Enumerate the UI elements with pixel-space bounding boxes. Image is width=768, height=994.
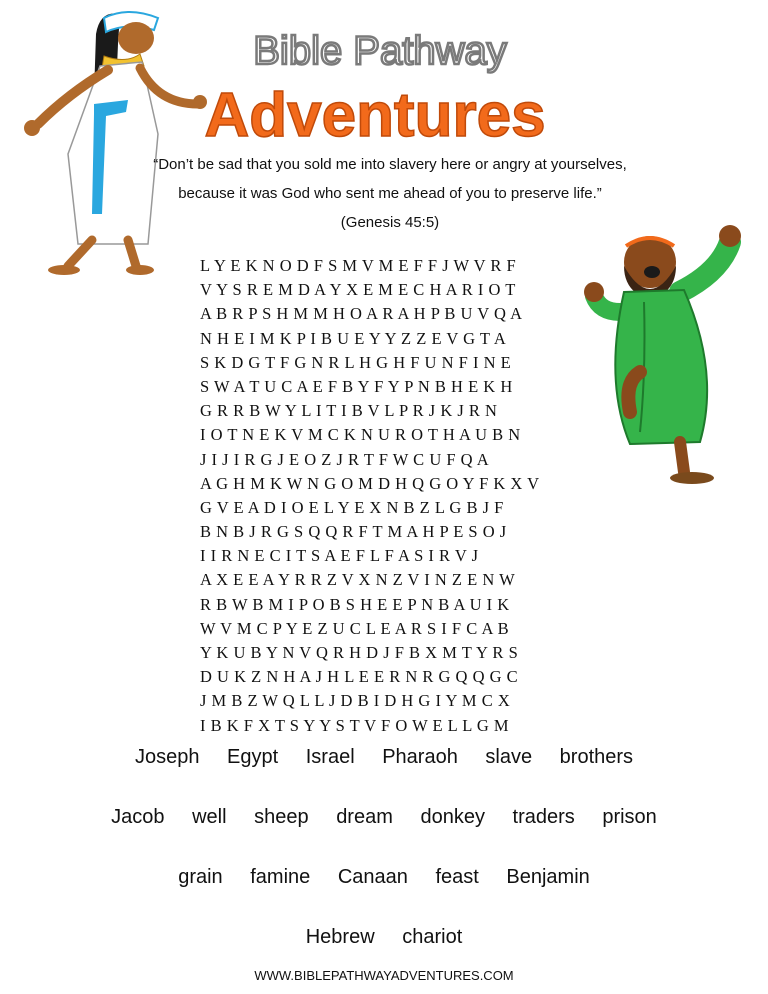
word-item: grain	[178, 866, 223, 888]
grid-row: R B W B M I P O B S H E E P N B A U I K	[200, 594, 510, 614]
grid-row: A G H M K W N G O M D H Q G O Y F K X V	[200, 473, 540, 493]
word-item: slave	[485, 746, 533, 768]
word-item: Jacob	[111, 806, 165, 828]
quote-line-2: because it was God who sent me ahead of you to preserve life.”	[178, 185, 602, 202]
logo-line1: Bible Pathway	[253, 29, 507, 73]
word-item: dream	[336, 806, 393, 828]
grid-row: B N B J R G S Q Q R F T M A H P E S O J	[200, 522, 507, 542]
word-item: chariot	[402, 926, 463, 948]
grid-row: S W A T U C A E F B Y F Y P N B H E K H	[200, 376, 513, 396]
grid-row: Y K U B Y N V Q R H D J F B X M T Y R S	[200, 643, 519, 662]
word-item: brothers	[559, 746, 634, 768]
grid-row: I B K F X T S Y Y S T V F O W E L L G M	[200, 715, 510, 735]
website-url[interactable]: WWW.BIBLEPATHWAYADVENTURES.COM	[254, 968, 514, 983]
word-item: Israel	[305, 746, 355, 768]
grid-row: S K D G T F G N R L H G H F U N F I N E	[200, 352, 512, 372]
word-list-row-4	[0, 926, 768, 949]
word-list-row-3	[0, 866, 768, 889]
grid-row: A B R P S H M M H O A R A H P B U V Q A	[200, 304, 523, 324]
bible-pathway-adventures-logo	[200, 18, 560, 148]
grid-row: L Y E K N O D F S M V M E F F J W V R F	[200, 256, 517, 275]
word-item: well	[192, 806, 227, 828]
logo-line2: Adventures	[204, 81, 546, 148]
word-item: traders	[512, 806, 575, 828]
word-item: donkey	[420, 806, 485, 828]
word-search-grid	[200, 254, 580, 738]
word-list-row-2	[0, 806, 768, 829]
word-item: famine	[250, 866, 311, 888]
grid-row: A X E E A Y R R Z V X N Z V I N Z E N W	[200, 570, 516, 590]
grid-row: N H E I M K P I B U E Y Y Z Z E V G T A	[200, 328, 507, 348]
grid-row: G R R B W Y L I T I B V L P R J K J R N	[200, 401, 498, 421]
grid-row: J I J I R G J E O Z J R T F W C U F Q A	[200, 449, 490, 469]
grid-row: G V E A D I O E L Y E X N B Z L G B J F	[200, 497, 504, 517]
grid-row: I I R N E C I T S A E F L F A S I R V J	[200, 546, 479, 566]
word-item: Joseph	[134, 746, 200, 768]
word-item: Egypt	[227, 746, 279, 768]
quote-line-1: “Don’t be sad that you sold me into slavery here or angry at yourselves,	[153, 156, 627, 173]
word-item: Canaan	[337, 866, 408, 888]
grid-row: V Y S R E M D A Y X E M E C H A R I O T	[200, 280, 516, 300]
quote-reference: (Genesis 45:5)	[340, 214, 440, 231]
word-item: feast	[435, 866, 479, 888]
grid-row: D U K Z N H A J H L E E R N R G Q Q G C	[200, 667, 519, 687]
grid-row: J M B Z W Q L L J D B I D H G I Y M C X	[200, 691, 511, 711]
word-item: Pharaoh	[382, 746, 458, 768]
word-item: Benjamin	[506, 866, 590, 888]
grid-row: W V M C P Y E Z U C L E A R S I F C A B	[200, 618, 510, 638]
word-item: Hebrew	[305, 926, 375, 948]
word-list-row-1	[0, 746, 768, 769]
joyful-man-illustration	[580, 222, 760, 492]
word-item: sheep	[254, 806, 309, 828]
word-item: prison	[602, 806, 657, 828]
grid-row: I O T N E K V M C K N U R O T H A U B N	[200, 425, 521, 445]
